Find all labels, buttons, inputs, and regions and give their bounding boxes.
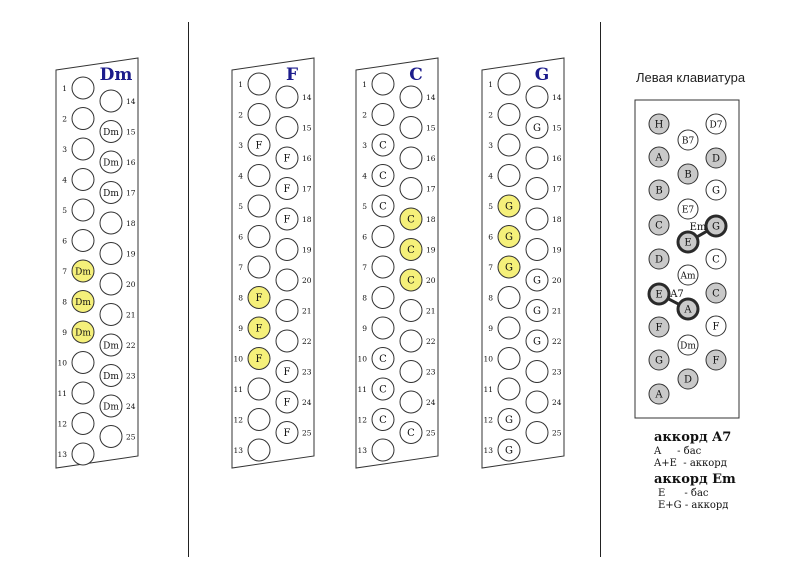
- button-number: 20: [426, 276, 436, 285]
- button-number: 19: [126, 249, 136, 259]
- button-number: 6: [62, 236, 67, 246]
- button-circle[interactable]: [276, 86, 298, 108]
- keyboard-c: [356, 58, 438, 468]
- left-keyboard-title: Левая клавиатура: [636, 70, 746, 85]
- button-label: F: [283, 153, 291, 165]
- button-circle[interactable]: [100, 90, 122, 112]
- bass-button-f[interactable]: [706, 316, 726, 336]
- button-circle[interactable]: [526, 361, 548, 383]
- button-circle[interactable]: [100, 304, 122, 326]
- button-number: 18: [126, 219, 136, 228]
- bass-button-d[interactable]: [678, 369, 698, 389]
- button-number: 24: [552, 398, 562, 407]
- button-number: 18: [302, 215, 312, 224]
- button-circle[interactable]: [276, 117, 298, 139]
- button-number: 3: [238, 141, 243, 150]
- button-circle[interactable]: [498, 73, 520, 95]
- button-number: 23: [552, 367, 562, 377]
- a7-annotation: A7: [670, 289, 684, 300]
- button-number: 2: [362, 110, 367, 120]
- button-number: 21: [552, 306, 562, 316]
- bass-button-c[interactable]: [649, 215, 669, 235]
- keyboard-title: C: [409, 65, 423, 85]
- bass-button-d7[interactable]: [706, 114, 726, 134]
- button-label: Dm: [103, 158, 119, 169]
- bass-button-label: E: [655, 289, 663, 301]
- button-number: 12: [483, 415, 493, 425]
- button-label: C: [407, 214, 415, 226]
- button-circle[interactable]: [400, 178, 422, 200]
- button-number: 7: [362, 263, 367, 272]
- button-number: 25: [126, 432, 136, 442]
- button-number: 7: [488, 263, 493, 272]
- button-number: 8: [362, 293, 367, 303]
- button-label: F: [283, 367, 291, 378]
- button-number: 15: [302, 123, 312, 133]
- button-number: 17: [426, 184, 436, 194]
- button-number: 8: [238, 293, 243, 303]
- button-circle[interactable]: [72, 108, 94, 130]
- button-number: 2: [238, 110, 243, 120]
- keyboard-dm: [56, 58, 138, 468]
- button-number: 16: [302, 154, 312, 163]
- button-number: 22: [552, 337, 562, 346]
- button-circle[interactable]: [400, 361, 422, 383]
- legend-a7-title: аккорд A7: [654, 430, 732, 445]
- bass-button-label: B: [655, 185, 663, 197]
- button-number: 23: [426, 367, 436, 377]
- button-number: 2: [488, 110, 493, 120]
- bass-button-a[interactable]: [678, 299, 698, 319]
- button-number: 9: [488, 324, 493, 333]
- button-number: 17: [302, 184, 312, 194]
- legend-em: [654, 472, 736, 511]
- button-circle[interactable]: [498, 317, 520, 339]
- button-number: 4: [238, 171, 243, 181]
- button-number: 6: [488, 232, 493, 242]
- bass-button-label: F: [712, 355, 720, 367]
- bass-button-g[interactable]: [706, 180, 726, 200]
- button-label: Dm: [103, 189, 119, 199]
- legend-em-bass: E - бас: [658, 488, 709, 499]
- bass-button-c[interactable]: [706, 283, 726, 303]
- button-label: C: [379, 201, 387, 213]
- button-number: 19: [302, 245, 312, 255]
- button-circle[interactable]: [72, 138, 94, 160]
- button-number: 1: [488, 80, 493, 89]
- button-number: 16: [426, 154, 436, 163]
- button-number: 5: [62, 206, 67, 215]
- button-number: 1: [362, 80, 367, 89]
- button-label: C: [379, 171, 387, 182]
- button-circle[interactable]: [526, 178, 548, 200]
- bass-button-label: G: [712, 185, 720, 197]
- button-label: Dm: [75, 298, 91, 308]
- button-number: 6: [362, 232, 367, 242]
- button-number: 25: [552, 428, 562, 438]
- bass-button-a[interactable]: [649, 147, 669, 167]
- button-number: 7: [238, 263, 243, 272]
- button-circle[interactable]: [400, 117, 422, 139]
- button-label: C: [407, 245, 415, 256]
- button-circle[interactable]: [526, 86, 548, 108]
- legend-a7: [654, 430, 731, 469]
- bass-button-e[interactable]: [649, 284, 669, 304]
- button-number: 12: [357, 415, 367, 425]
- bass-button-label: H: [654, 119, 664, 131]
- button-number: 7: [62, 267, 67, 276]
- button-number: 14: [552, 93, 562, 102]
- button-circle[interactable]: [372, 317, 394, 339]
- bass-button-label: C: [712, 254, 720, 266]
- divider-left: [188, 22, 189, 557]
- button-circle[interactable]: [72, 230, 94, 252]
- button-circle[interactable]: [100, 212, 122, 234]
- button-number: 4: [488, 171, 493, 181]
- button-label: G: [533, 336, 541, 348]
- bass-button-label: F: [712, 321, 720, 333]
- bass-button-b[interactable]: [649, 180, 669, 200]
- button-number: 9: [238, 324, 243, 333]
- button-number: 25: [302, 428, 312, 438]
- button-number: 5: [488, 202, 493, 211]
- button-circle[interactable]: [372, 226, 394, 248]
- button-number: 21: [302, 306, 312, 316]
- button-circle[interactable]: [72, 169, 94, 191]
- button-circle[interactable]: [526, 208, 548, 230]
- button-number: 4: [62, 175, 67, 185]
- button-number: 3: [488, 141, 493, 150]
- button-circle[interactable]: [248, 226, 270, 248]
- button-circle[interactable]: [498, 287, 520, 309]
- button-circle[interactable]: [372, 439, 394, 461]
- bass-button-e7[interactable]: [678, 199, 698, 219]
- button-number: 15: [426, 123, 436, 133]
- button-number: 24: [126, 402, 136, 411]
- legend-a7-chord: A+E - аккорд: [654, 458, 727, 469]
- bass-button-am[interactable]: [678, 265, 698, 285]
- bass-button-label: D7: [709, 120, 723, 131]
- button-circle[interactable]: [72, 382, 94, 404]
- button-circle[interactable]: [400, 86, 422, 108]
- button-circle[interactable]: [498, 378, 520, 400]
- button-circle[interactable]: [372, 73, 394, 95]
- button-number: 10: [57, 358, 67, 368]
- button-number: 18: [552, 215, 562, 224]
- button-circle[interactable]: [526, 147, 548, 169]
- button-circle[interactable]: [248, 73, 270, 95]
- button-number: 10: [357, 354, 367, 364]
- button-number: 11: [357, 385, 367, 394]
- button-label: F: [255, 140, 263, 152]
- button-label: Dm: [103, 128, 119, 138]
- button-number: 11: [483, 385, 493, 394]
- divider-right: [600, 22, 601, 557]
- button-number: 13: [57, 450, 67, 459]
- button-circle[interactable]: [72, 413, 94, 435]
- bass-button-label: D: [654, 254, 664, 266]
- em-annotation: Em: [689, 222, 707, 233]
- bass-button-b7[interactable]: [678, 130, 698, 150]
- button-number: 1: [62, 84, 67, 93]
- button-circle[interactable]: [248, 104, 270, 126]
- button-circle[interactable]: [400, 300, 422, 322]
- button-number: 13: [233, 446, 243, 455]
- button-circle[interactable]: [400, 330, 422, 352]
- bass-button-b[interactable]: [678, 164, 698, 184]
- button-circle[interactable]: [72, 199, 94, 221]
- button-label: Dm: [75, 267, 91, 278]
- bass-button-label: C: [655, 220, 663, 232]
- legend-em-chord: E+G - аккорд: [658, 500, 729, 511]
- button-label: G: [505, 201, 513, 213]
- bass-button-label: B: [684, 169, 692, 181]
- button-number: 8: [62, 297, 67, 307]
- bass-button-label: Am: [680, 271, 696, 282]
- button-label: F: [255, 354, 263, 365]
- button-number: 24: [302, 398, 312, 407]
- button-number: 12: [233, 415, 243, 425]
- bass-button-f[interactable]: [649, 317, 669, 337]
- button-number: 14: [126, 97, 136, 106]
- button-label: C: [407, 275, 415, 287]
- bass-button-label: G: [655, 355, 663, 367]
- button-circle[interactable]: [72, 443, 94, 465]
- button-number: 23: [126, 371, 136, 381]
- left-keyboard: [635, 100, 739, 418]
- button-circle[interactable]: [276, 239, 298, 261]
- button-circle[interactable]: [248, 439, 270, 461]
- button-circle[interactable]: [372, 256, 394, 278]
- button-circle[interactable]: [372, 104, 394, 126]
- button-circle[interactable]: [72, 77, 94, 99]
- button-circle[interactable]: [498, 165, 520, 187]
- button-label: G: [505, 232, 513, 243]
- bass-button-h[interactable]: [649, 114, 669, 134]
- bass-button-label: Dm: [680, 341, 696, 352]
- button-circle[interactable]: [248, 409, 270, 431]
- button-number: 10: [233, 354, 243, 364]
- button-number: 4: [362, 171, 367, 181]
- button-number: 22: [302, 337, 312, 346]
- button-circle[interactable]: [400, 147, 422, 169]
- button-circle[interactable]: [248, 195, 270, 217]
- button-circle[interactable]: [498, 104, 520, 126]
- bass-button-a[interactable]: [649, 384, 669, 404]
- button-label: G: [505, 262, 513, 274]
- button-number: 13: [483, 446, 493, 455]
- button-label: F: [255, 293, 263, 304]
- bass-button-label: E: [684, 237, 692, 249]
- bass-button-label: E7: [681, 205, 695, 216]
- button-circle[interactable]: [276, 330, 298, 352]
- button-number: 8: [488, 293, 493, 303]
- button-circle[interactable]: [100, 273, 122, 295]
- button-number: 20: [552, 276, 562, 285]
- bass-button-f[interactable]: [706, 350, 726, 370]
- button-label: F: [283, 214, 291, 226]
- bass-button-label: A: [684, 304, 692, 316]
- keyboard-f: [232, 58, 314, 468]
- button-number: 20: [302, 276, 312, 285]
- button-circle[interactable]: [248, 165, 270, 187]
- button-number: 9: [62, 328, 67, 337]
- button-circle[interactable]: [100, 426, 122, 448]
- button-number: 11: [57, 389, 67, 398]
- button-number: 14: [302, 93, 312, 102]
- bass-button-label: G: [712, 221, 720, 233]
- button-label: C: [407, 428, 415, 439]
- button-label: C: [379, 140, 387, 152]
- button-circle[interactable]: [526, 422, 548, 444]
- keyboard-title: F: [285, 65, 299, 85]
- button-number: 15: [126, 127, 136, 137]
- button-label: Dm: [75, 328, 91, 339]
- button-number: 11: [233, 385, 243, 394]
- button-number: 20: [126, 280, 136, 289]
- button-label: G: [533, 123, 541, 134]
- button-circle[interactable]: [276, 300, 298, 322]
- button-circle[interactable]: [248, 378, 270, 400]
- bass-button-label: A: [655, 152, 663, 164]
- button-number: 3: [362, 141, 367, 150]
- bass-button-d[interactable]: [706, 148, 726, 168]
- bass-button-c[interactable]: [706, 249, 726, 269]
- button-number: 6: [238, 232, 243, 242]
- bass-button-label: B7: [681, 136, 695, 147]
- bass-button-g[interactable]: [706, 216, 726, 236]
- button-label: F: [283, 184, 291, 195]
- button-number: 16: [126, 158, 136, 167]
- button-number: 14: [426, 93, 436, 102]
- button-number: 15: [552, 123, 562, 133]
- button-label: G: [505, 445, 513, 457]
- button-number: 5: [362, 202, 367, 211]
- button-number: 12: [57, 419, 67, 429]
- button-label: F: [283, 428, 291, 439]
- button-number: 5: [238, 202, 243, 211]
- button-number: 23: [302, 367, 312, 377]
- keyboard-g: [482, 58, 564, 468]
- keyboard-title: G: [534, 65, 550, 85]
- keyboard-title: Dm: [99, 65, 133, 85]
- button-circle[interactable]: [526, 391, 548, 413]
- bass-button-g[interactable]: [649, 350, 669, 370]
- button-label: G: [505, 415, 513, 426]
- button-number: 1: [238, 80, 243, 89]
- button-number: 3: [62, 145, 67, 154]
- button-number: 17: [552, 184, 562, 194]
- button-circle[interactable]: [372, 287, 394, 309]
- button-circle[interactable]: [498, 348, 520, 370]
- button-number: 10: [483, 354, 493, 364]
- button-label: G: [533, 306, 541, 317]
- bass-button-label: A: [655, 389, 663, 401]
- button-label: C: [379, 415, 387, 426]
- button-number: 18: [426, 215, 436, 224]
- button-circle[interactable]: [526, 239, 548, 261]
- button-label: C: [379, 354, 387, 365]
- button-number: 2: [62, 114, 67, 124]
- button-number: 19: [552, 245, 562, 255]
- button-number: 17: [126, 188, 136, 198]
- legend-em-title: аккорд Em: [654, 472, 736, 487]
- button-number: 25: [426, 428, 436, 438]
- button-circle[interactable]: [498, 134, 520, 156]
- button-number: 16: [552, 154, 562, 163]
- button-number: 19: [426, 245, 436, 255]
- button-label: F: [283, 397, 291, 409]
- button-number: 13: [357, 446, 367, 455]
- bass-button-label: C: [712, 288, 720, 300]
- button-label: Dm: [103, 372, 119, 382]
- button-circle[interactable]: [100, 243, 122, 265]
- button-label: F: [255, 323, 263, 335]
- bass-button-e[interactable]: [678, 232, 698, 252]
- bass-button-dm[interactable]: [678, 335, 698, 355]
- button-circle[interactable]: [248, 256, 270, 278]
- button-label: Dm: [103, 341, 119, 352]
- button-circle[interactable]: [276, 269, 298, 291]
- button-circle[interactable]: [400, 391, 422, 413]
- button-number: 9: [362, 324, 367, 333]
- bass-button-label: F: [655, 322, 663, 334]
- button-label: C: [379, 384, 387, 396]
- legend-a7-bass: A - бас: [654, 446, 702, 457]
- bass-button-label: D: [711, 153, 721, 165]
- bass-button-label: D: [683, 374, 693, 386]
- button-number: 22: [126, 341, 136, 350]
- button-number: 22: [426, 337, 436, 346]
- button-number: 21: [126, 310, 136, 320]
- button-number: 21: [426, 306, 436, 316]
- bass-button-d[interactable]: [649, 249, 669, 269]
- button-circle[interactable]: [72, 352, 94, 374]
- button-label: G: [533, 275, 541, 287]
- button-number: 24: [426, 398, 436, 407]
- button-label: Dm: [103, 402, 119, 413]
